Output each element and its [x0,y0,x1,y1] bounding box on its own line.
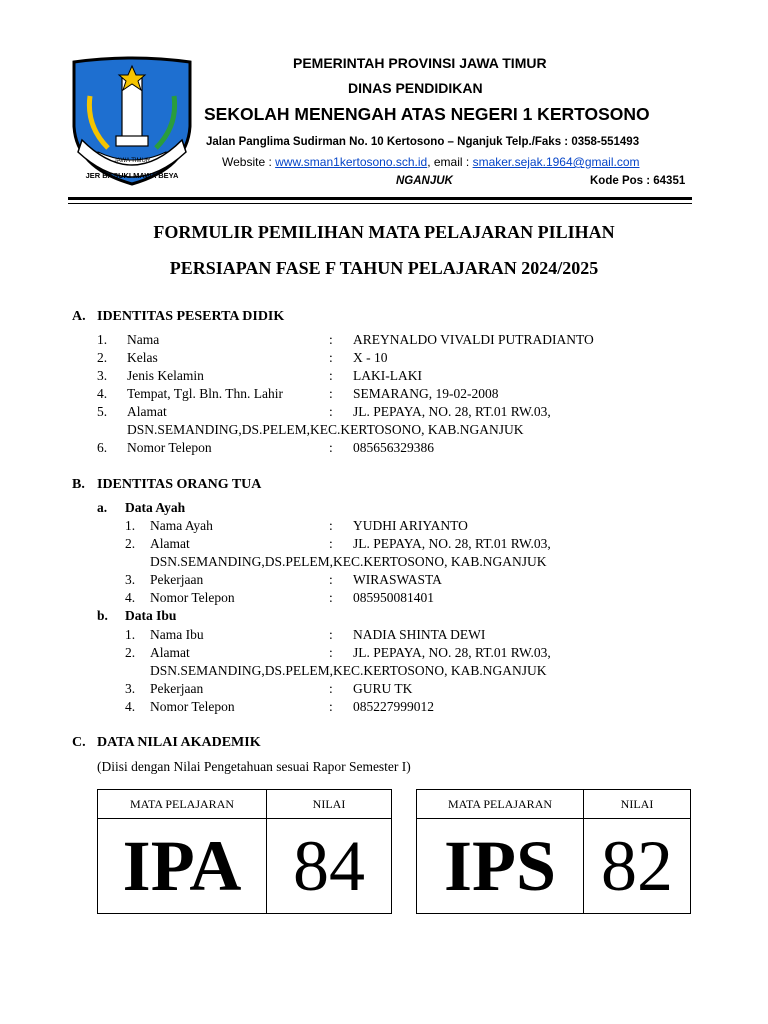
subject-value: IPA [98,819,267,914]
field-label-pekerjaan-ayah: Pekerjaan [150,572,204,587]
section-c-title: DATA NILAI AKADEMIK [97,735,261,750]
field-value-nama: AREYNALDO VIVALDI PUTRADIANTO [353,332,594,347]
subject-value: IPS [417,819,584,914]
field-value-jenis-kelamin: LAKI-LAKI [353,368,422,383]
field-value-kelas: X - 10 [353,350,388,365]
field-value-telepon-ibu: 085227999012 [353,699,434,714]
field-value-telepon-ayah: 085950081401 [353,590,434,605]
subsection-letter: b. [97,608,108,623]
field-label-nama: Nama [127,332,160,347]
item-number: 2. [125,645,136,660]
column-header-subject: MATA PELAJARAN [417,790,584,819]
column-header-score: NILAI [267,790,392,819]
field-value-alamat: JL. PEPAYA, NO. 28, RT.01 RW.03, [353,404,551,419]
header-divider-thick [68,197,692,200]
score-value: 82 [584,819,691,914]
colon: : [329,440,333,455]
field-label-nama-ayah: Nama Ayah [150,518,213,533]
field-value-pekerjaan-ibu: GURU TK [353,681,413,696]
email-label: , email : [427,155,473,169]
subsection-letter: a. [97,500,108,515]
item-number: 1. [97,332,108,347]
field-label-alamat-ibu: Alamat [150,645,190,660]
column-header-subject: MATA PELAJARAN [98,790,267,819]
field-label-telepon-ibu: Nomor Telepon [150,699,235,714]
grade-table-ipa [97,789,392,914]
field-value-ttl: SEMARANG, 19-02-2008 [353,386,499,401]
field-label-jenis-kelamin: Jenis Kelamin [127,368,204,383]
field-value-alamat-ibu-cont: DSN.SEMANDING,DS.PELEM,KEC.KERTOSONO, KAB.NGANJUK [150,663,547,678]
field-value-telepon: 085656329386 [353,440,434,455]
colon: : [329,590,333,605]
colon: : [329,536,333,551]
colon: : [329,350,333,365]
colon: : [329,386,333,401]
field-label-nama-ibu: Nama Ibu [150,627,204,642]
colon: : [329,645,333,660]
item-number: 1. [125,627,136,642]
field-value-alamat-ibu: JL. PEPAYA, NO. 28, RT.01 RW.03, [353,645,551,660]
field-label-kelas: Kelas [127,350,158,365]
field-value-nama-ibu: NADIA SHINTA DEWI [353,627,486,642]
colon: : [329,627,333,642]
field-label-ttl: Tempat, Tgl. Bln. Thn. Lahir [127,386,284,401]
header-government-line: PEMERINTAH PROVINSI JAWA TIMUR [293,55,547,71]
header-postal-code: Kode Pos : 64351 [590,175,686,187]
item-number: 5. [97,404,108,419]
website-link[interactable]: www.sman1kertosono.sch.id [275,155,428,169]
item-number: 4. [97,386,108,401]
section-c-letter: C. [72,735,86,750]
score-value: 84 [267,819,392,914]
colon: : [329,368,333,383]
header-school-name: SEKOLAH MENENGAH ATAS NEGERI 1 KERTOSONO [204,104,650,124]
field-label-telepon-ayah: Nomor Telepon [150,590,235,605]
jawa-timur-crest-logo [68,56,196,188]
form-subtitle: PERSIAPAN FASE F TAHUN PELAJARAN 2024/2025 [169,258,599,278]
item-number: 6. [97,440,108,455]
field-label-telepon: Nomor Telepon [127,440,212,455]
field-label-alamat-ayah: Alamat [150,536,190,551]
website-label: Website : [222,155,276,169]
colon: : [329,404,333,419]
item-number: 3. [125,681,136,696]
subsection-ayah-title: Data Ayah [125,500,186,515]
colon: : [329,699,333,714]
header-divider-thin [68,203,692,204]
item-number: 2. [97,350,108,365]
item-number: 4. [125,590,136,605]
subsection-ibu-title: Data Ibu [125,608,177,623]
grade-table-ips [416,789,691,914]
email-link[interactable]: smaker.sejak.1964@gmail.com [472,155,640,169]
field-label-alamat: Alamat [127,404,167,419]
colon: : [329,681,333,696]
section-c-note: (Diisi dengan Nilai Pengetahuan sesuai Rapor Semester I) [97,759,411,774]
field-label-pekerjaan-ibu: Pekerjaan [150,681,204,696]
header-agency-line: DINAS PENDIDIKAN [348,80,483,96]
form-title: FORMULIR PEMILIHAN MATA PELAJARAN PILIHAN [153,222,615,242]
field-value-alamat-ayah-cont: DSN.SEMANDING,DS.PELEM,KEC.KERTOSONO, KAB.NGANJUK [150,554,547,569]
section-a-title: IDENTITAS PESERTA DIDIK [97,309,285,324]
section-b-title: IDENTITAS ORANG TUA [97,477,262,492]
colon: : [329,572,333,587]
header-city: NGANJUK [396,175,453,187]
column-header-score: NILAI [584,790,691,819]
colon: : [329,332,333,347]
section-b-letter: B. [72,477,85,492]
item-number: 3. [97,368,108,383]
field-value-pekerjaan-ayah: WIRASWASTA [353,572,442,587]
svg-text:JER BASUKI MAWA BEYA: JER BASUKI MAWA BEYA [85,171,179,180]
field-value-nama-ayah: YUDHI ARIYANTO [353,518,468,533]
item-number: 2. [125,536,136,551]
header-contact-line [222,155,640,169]
field-value-alamat-ayah: JL. PEPAYA, NO. 28, RT.01 RW.03, [353,536,551,551]
item-number: 1. [125,518,136,533]
colon: : [329,518,333,533]
field-value-alamat-cont: DSN.SEMANDING,DS.PELEM,KEC.KERTOSONO, KAB.NGANJUK [127,422,524,437]
svg-text:JAWA TIMUR: JAWA TIMUR [113,158,151,164]
item-number: 4. [125,699,136,714]
section-a-letter: A. [72,309,86,324]
header-address: Jalan Panglima Sudirman No. 10 Kertosono – Nganjuk Telp./Faks : 0358-551493 [206,136,640,148]
item-number: 3. [125,572,136,587]
